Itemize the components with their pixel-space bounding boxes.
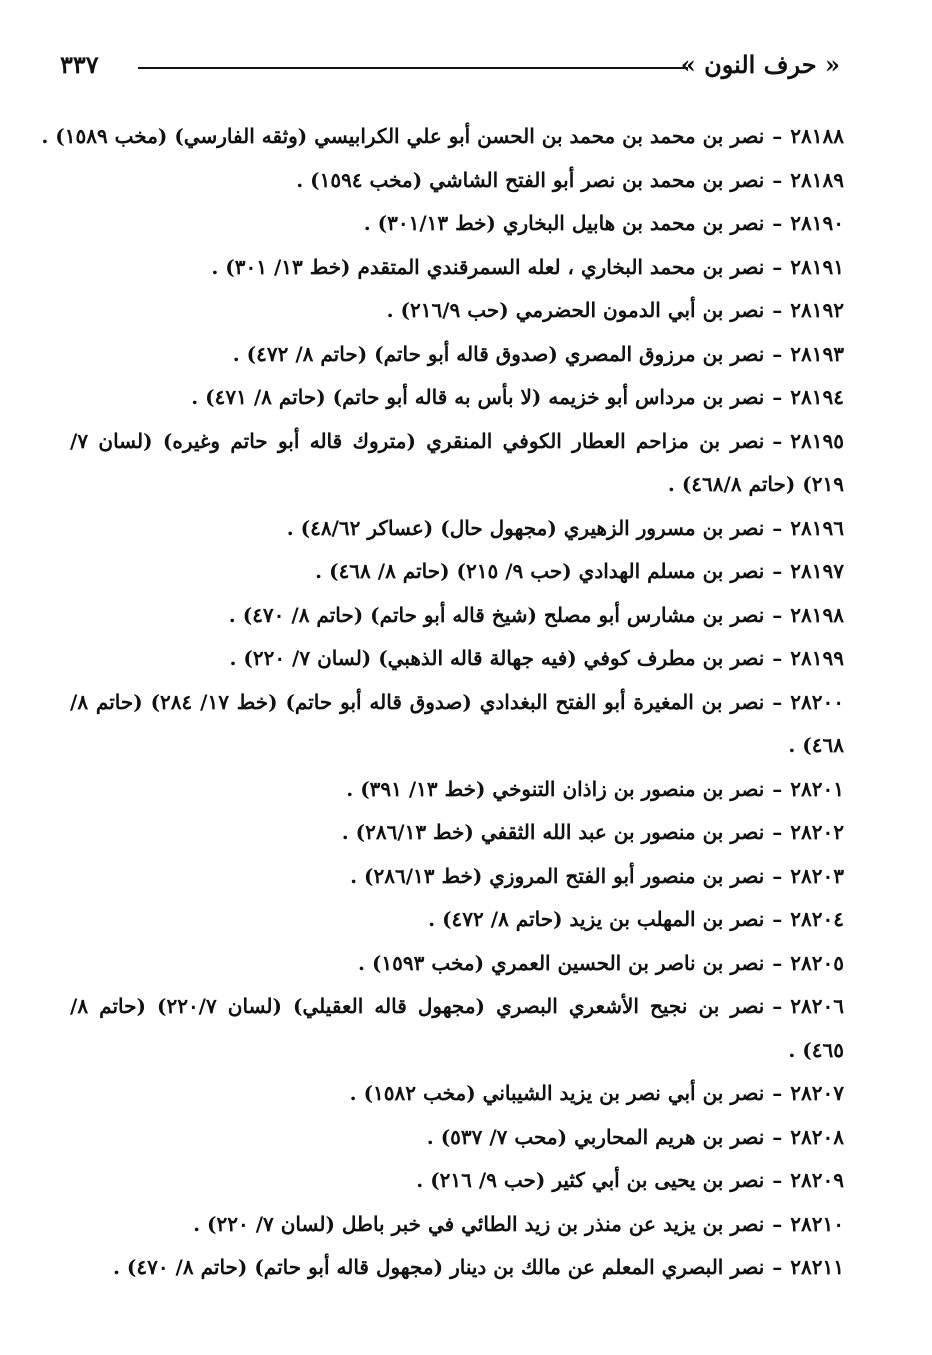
entry-dash: – xyxy=(772,1255,783,1279)
entry-text: نصر بن منصور أبو الفتح المروزي (خط ٢٨٦/١٣) . xyxy=(350,863,765,888)
list-item xyxy=(70,333,844,377)
entry-text: نصر بن محمد بن هابيل البخاري (خط ٣٠١/١٣) . xyxy=(363,211,765,235)
list-item xyxy=(70,376,844,420)
entry-dash: – xyxy=(772,907,783,931)
entry-number: ٢٨٢١١ xyxy=(790,1255,844,1279)
running-title: « حرف النون » xyxy=(680,50,840,79)
entry-dash: – xyxy=(772,994,783,1018)
entry-number: ٢٨١٨٨ xyxy=(790,124,844,148)
entry-number: ٢٨٢٠٣ xyxy=(790,863,844,888)
entry-number: ٢٨١٩٦ xyxy=(790,515,844,540)
entry-number: ٢٨١٨٩ xyxy=(790,167,844,192)
list-item xyxy=(70,985,844,1072)
entry-text: نصر بن أبي نصر بن يزيد الشيباني (مخب ١٥٨٢) . xyxy=(349,1081,765,1105)
entry-number: ٢٨٢١٠ xyxy=(790,1211,844,1236)
list-item xyxy=(70,202,844,246)
entry-list xyxy=(41,115,844,1290)
page-header xyxy=(60,50,840,90)
entry-dash: – xyxy=(772,298,783,322)
list-item xyxy=(70,855,844,899)
entry-dash: – xyxy=(772,820,783,844)
list-item xyxy=(70,681,844,768)
entry-number: ٢٨٢٠٩ xyxy=(790,1168,844,1192)
entry-dash: – xyxy=(772,863,783,888)
list-item xyxy=(41,115,844,159)
list-item xyxy=(70,1203,844,1247)
entry-number: ٢٨٢٠٢ xyxy=(790,820,844,844)
entry-text: نصر بن المهلب بن يزيد (حاتم ٨/ ٤٧٢) . xyxy=(428,907,765,931)
entry-text: نصر بن منصور بن عبد الله الثقفي (خط ٢٨٦/١٣) . xyxy=(341,820,765,844)
entry-dash: – xyxy=(772,211,783,235)
entry-dash: – xyxy=(772,1081,783,1105)
entry-number: ٢٨٢٠٦ xyxy=(790,994,844,1018)
entry-dash: – xyxy=(772,428,783,453)
entry-dash: – xyxy=(772,689,783,714)
entry-number: ٢٨١٩٧ xyxy=(790,559,844,583)
entry-text: نصر بن محمد البخاري ، لعله السمرقندي المتقدم (خط ١٣/ ٣٠١) . xyxy=(211,254,765,279)
entry-text: نصر بن أبي الدمون الحضرمي (حب ٢١٦/٩) . xyxy=(386,298,765,322)
entry-number: ٢٨١٩٥ xyxy=(790,428,844,453)
entry-text: نصر بن نجيح الأشعري البصري (مجهول قاله العقيلي) (لسان ٢٢٠/٧) (حاتم ٨/ ٤٦٥) . xyxy=(70,994,844,1062)
entry-text: نصر بن المغيرة أبو الفتح البغدادي (صدوق قاله أبو حاتم) (خط ١٧/ ٢٨٤) (حاتم ٨/ ٤٦٨) . xyxy=(70,689,844,757)
list-item xyxy=(70,811,844,855)
entry-text: نصر البصري المعلم عن مالك بن دينار (مجهول قاله أبو حاتم) (حاتم ٨/ ٤٧٠) . xyxy=(112,1255,765,1279)
entry-text: نصر بن ناصر بن الحسين العمري (مخب ١٥٩٣) . xyxy=(358,950,765,975)
entry-text: نصر بن مزاحم العطار الكوفي المنقري (متروك قاله أبو حاتم وغيره) (لسان ٧/ ٢١٩) (حاتم ٤٦٨/٨) . xyxy=(70,428,844,496)
entry-dash: – xyxy=(772,1211,783,1236)
entry-number: ٢٨٢٠٠ xyxy=(790,689,844,714)
entry-dash: – xyxy=(772,1168,783,1192)
list-item xyxy=(70,420,844,507)
entry-number: ٢٨١٩٩ xyxy=(790,646,844,670)
list-item xyxy=(70,1072,844,1116)
entry-number: ٢٨٢٠٤ xyxy=(790,907,844,931)
list-item xyxy=(70,594,844,638)
list-item xyxy=(70,1116,844,1160)
list-item xyxy=(70,159,844,203)
list-item xyxy=(70,637,844,681)
entry-text: نصر بن مطرف كوفي (فيه جهالة قاله الذهبي) (لسان ٧/ ٢٢٠) . xyxy=(229,646,765,670)
list-item xyxy=(70,942,844,986)
entry-text: نصر بن محمد بن نصر أبو الفتح الشاشي (مخب ١٥٩٤) . xyxy=(296,167,765,192)
list-item xyxy=(70,1159,844,1203)
entry-dash: – xyxy=(772,950,783,975)
entry-text: نصر بن هريم المحاربي (محب ٧/ ٥٣٧) . xyxy=(426,1124,765,1149)
entry-text: نصر بن مرداس أبو خزيمه (لا بأس به قاله أبو حاتم) (حاتم ٨/ ٤٧١) . xyxy=(191,385,765,409)
entry-dash: – xyxy=(772,385,783,409)
list-item xyxy=(70,246,844,290)
entry-dash: – xyxy=(772,341,783,366)
entry-number: ٢٨١٩٤ xyxy=(790,385,844,409)
entry-text: نصر بن يزيد عن منذر بن زيد الطائي في خبر باطل (لسان ٧/ ٢٢٠) . xyxy=(193,1211,765,1236)
list-item xyxy=(70,550,844,594)
entry-text: نصر بن منصور بن زاذان التنوخي (خط ١٣/ ٣٩١) . xyxy=(346,776,765,801)
entry-text: نصر بن مشارس أبو مصلح (شيخ قاله أبو حاتم) (حاتم ٨/ ٤٧٠) . xyxy=(228,602,765,627)
entry-dash: – xyxy=(772,646,783,670)
entry-text: نصر بن مرزوق المصري (صدوق قاله أبو حاتم) (حاتم ٨/ ٤٧٢) . xyxy=(232,341,765,366)
entry-dash: – xyxy=(772,559,783,583)
entry-number: ٢٨٢٠١ xyxy=(790,776,844,801)
entry-number: ٢٨١٩١ xyxy=(790,254,844,279)
entry-dash: – xyxy=(772,1124,783,1149)
entry-number: ٢٨٢٠٥ xyxy=(790,950,844,975)
list-item xyxy=(70,768,844,812)
list-item xyxy=(70,898,844,942)
list-item xyxy=(70,507,844,551)
entry-text: نصر بن محمد بن محمد بن الحسن أبو علي الكرابيسي (وثقه الفارسي) (مخب ١٥٨٩) . xyxy=(41,124,765,148)
entry-number: ٢٨١٩٠ xyxy=(790,211,844,235)
header-rule xyxy=(138,67,688,69)
page-number: ٣٣٧ xyxy=(60,50,99,79)
entry-text: نصر بن يحيى بن أبي كثير (حب ٩/ ٢١٦) . xyxy=(416,1168,765,1192)
entry-dash: – xyxy=(772,124,783,148)
entry-number: ٢٨١٩٢ xyxy=(790,298,844,322)
list-item xyxy=(70,289,844,333)
entry-dash: – xyxy=(772,776,783,801)
entry-number: ٢٨٢٠٧ xyxy=(790,1081,844,1105)
entry-dash: – xyxy=(772,515,783,540)
entry-number: ٢٨٢٠٨ xyxy=(790,1124,844,1149)
entry-dash: – xyxy=(772,167,783,192)
entry-text: نصر بن مسرور الزهيري (مجهول حال) (عساكر ٤٨/٦٢) . xyxy=(286,515,765,540)
entry-dash: – xyxy=(772,602,783,627)
entry-dash: – xyxy=(772,254,783,279)
entry-text: نصر بن مسلم الهدادي (حب ٩/ ٢١٥) (حاتم ٨/ ٤٦٨) . xyxy=(315,559,765,583)
entry-number: ٢٨١٩٣ xyxy=(790,341,844,366)
list-item xyxy=(70,1246,844,1290)
entry-number: ٢٨١٩٨ xyxy=(790,602,844,627)
